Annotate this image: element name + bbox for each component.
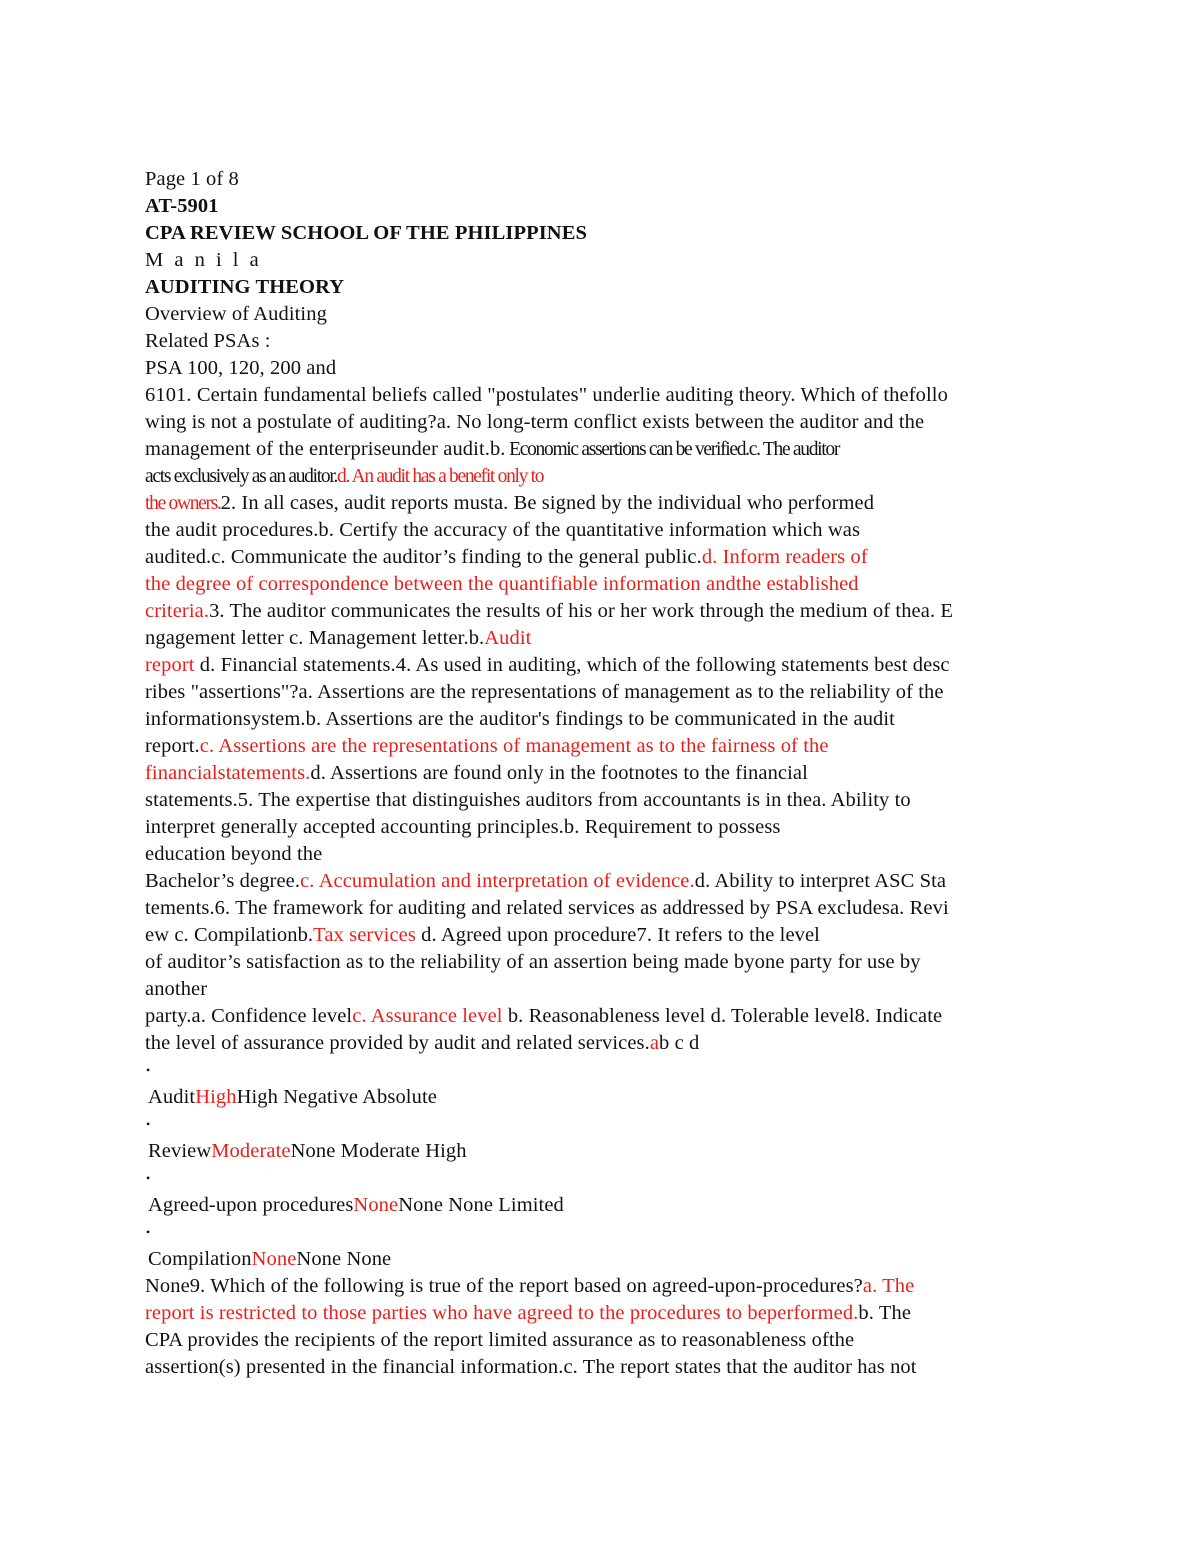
text-segment: None Moderate High <box>290 1140 467 1162</box>
text-line <box>145 1300 1065 1327</box>
answer-text: None <box>353 1194 399 1216</box>
text-segment: 6101. Certain fundamental beliefs called "postulates" underlie auditing theory. Which of thefollo <box>145 384 948 406</box>
course-code: AT-5901 <box>145 195 219 217</box>
text-line <box>145 517 1065 544</box>
text-segment: None None <box>296 1248 392 1270</box>
text-segment: Bachelor’s degree. <box>145 870 301 892</box>
answer-text: d. An audit has a benefit only to <box>337 466 544 487</box>
text-segment: CPA provides the recipients of the report limited assurance as to reasonableness ofthe <box>145 1329 855 1351</box>
answer-text: a. The <box>862 1275 915 1297</box>
text-line <box>145 463 1065 490</box>
text-segment: party.a. Confidence level <box>145 1005 353 1027</box>
assurance-table <box>145 1057 1065 1273</box>
text-line <box>145 706 1065 733</box>
question-text-continued <box>145 1273 1065 1381</box>
answer-text: Audit <box>484 627 532 649</box>
answer-text: report <box>145 654 195 676</box>
text-line <box>145 949 1065 976</box>
text-segment: ew c. Compilationb. <box>145 924 314 946</box>
text-line <box>145 409 1065 436</box>
answer-text: c. Accumulation and interpretation of evidence. <box>300 870 695 892</box>
table-row <box>145 1245 1065 1273</box>
answer-text: c. Assertions are the representations of management as to the fairness of the <box>199 735 829 757</box>
text-segment: Compilation <box>148 1248 252 1270</box>
text-line <box>145 868 1065 895</box>
question-text <box>145 382 1065 1057</box>
text-segment: b. The <box>858 1302 912 1324</box>
text-line <box>145 895 1065 922</box>
answer-text: Tax services <box>313 924 416 946</box>
answer-text: the degree of correspondence between the quantifiable information andthe established <box>145 573 859 595</box>
text-line <box>145 1030 1065 1057</box>
bullet-icon: • <box>146 1063 151 1077</box>
answer-text: None <box>251 1248 297 1270</box>
text-line <box>145 652 1065 679</box>
text-segment: 2. In all cases, audit reports musta. Be signed by the individual who performed <box>220 492 875 514</box>
text-segment: interpret generally accepted accounting principles.b. Requirement to possess <box>145 816 781 838</box>
text-segment: Economic assertions can be verified.c. The auditor <box>505 439 840 460</box>
text-line <box>145 382 1065 409</box>
document-page <box>145 166 1065 1381</box>
school-name: CPA REVIEW SCHOOL OF THE PHILIPPINES <box>145 222 587 244</box>
bullet-icon: • <box>146 1117 151 1131</box>
text-line <box>145 625 1065 652</box>
text-segment: High Negative Absolute <box>236 1086 437 1108</box>
text-line <box>145 571 1065 598</box>
text-line <box>145 1327 1065 1354</box>
text-line <box>145 1273 1065 1300</box>
city: M a n i l a <box>145 249 262 271</box>
text-segment: d. Financial statements.4. As used in auditing, which of the following statements best desc <box>194 654 950 676</box>
text-line <box>145 598 1065 625</box>
text-line <box>145 544 1065 571</box>
text-line <box>145 760 1065 787</box>
text-segment: of auditor’s satisfaction as to the reliability of an assertion being made byone party for use by <box>145 951 921 973</box>
answer-text: criteria. <box>145 600 210 622</box>
text-segment: None None Limited <box>398 1194 564 1216</box>
answer-text: High <box>195 1086 237 1108</box>
text-segment: b c d <box>659 1032 700 1054</box>
text-line <box>145 436 1065 463</box>
text-line <box>145 733 1065 760</box>
text-segment: Audit <box>148 1086 196 1108</box>
text-line <box>145 976 1065 1003</box>
text-segment: Agreed-upon procedures <box>148 1194 354 1216</box>
answer-text: d. Inform readers of <box>701 546 868 568</box>
text-segment: 3. The auditor communicates the results of his or her work through the medium of thea. E <box>209 600 954 622</box>
text-segment: education beyond the <box>145 843 323 865</box>
text-segment: d. Ability to interpret ASC Sta <box>694 870 947 892</box>
text-line <box>145 787 1065 814</box>
text-segment: management of the enterpriseunder audit.b. <box>145 438 506 460</box>
answer-text: report is restricted to those parties who have agreed to the procedures to beperformed. <box>145 1302 859 1324</box>
text-segment: wing is not a postulate of auditing?a. No long-term conflict exists between the auditor and the <box>145 411 925 433</box>
text-segment: ribes "assertions"?a. Assertions are the representations of management as to the reliability of the <box>145 681 944 703</box>
text-line <box>145 814 1065 841</box>
text-segment: b. Reasonableness level d. Tolerable level8. Indicate <box>502 1005 943 1027</box>
answer-text: a <box>649 1032 660 1054</box>
text-segment: Review <box>148 1140 212 1162</box>
text-segment: d. Assertions are found only in the footnotes to the financial <box>310 762 808 784</box>
text-segment: assertion(s) presented in the financial information.c. The report states that the auditor has not <box>145 1356 917 1378</box>
topic-title: Overview of Auditing <box>145 303 327 325</box>
text-segment: the audit procedures.b. Certify the accuracy of the quantitative information which was <box>145 519 861 541</box>
text-line <box>145 1354 1065 1381</box>
bullet-icon: • <box>146 1171 151 1185</box>
psa-list: PSA 100, 120, 200 and <box>145 357 337 379</box>
text-segment: ngagement letter c. Management letter.b. <box>145 627 485 649</box>
related-psas-label: Related PSAs : <box>145 330 271 352</box>
page-number: Page 1 of 8 <box>145 168 239 190</box>
answer-text: financialstatements. <box>145 762 311 784</box>
answer-text: c. Assurance level <box>352 1005 503 1027</box>
text-line <box>145 679 1065 706</box>
text-segment: statements.5. The expertise that distinguishes auditors from accountants is in thea. Ability to <box>145 789 911 811</box>
table-row <box>145 1083 1065 1111</box>
text-segment: informationsystem.b. Assertions are the auditor's findings to be communicated in the audit <box>145 708 895 730</box>
text-line <box>145 490 1065 517</box>
table-row <box>145 1191 1065 1219</box>
text-segment: another <box>145 978 208 1000</box>
table-row <box>145 1137 1065 1165</box>
text-segment: the level of assurance provided by audit and related services. <box>145 1032 650 1054</box>
text-segment: None9. Which of the following is true of the report based on agreed-upon-procedures? <box>145 1275 863 1297</box>
text-line <box>145 841 1065 868</box>
text-line <box>145 1003 1065 1030</box>
text-segment: d. Agreed upon procedure7. It refers to the level <box>415 924 820 946</box>
text-segment: acts exclusively as an auditor. <box>145 466 338 487</box>
answer-text: the owners. <box>145 493 221 514</box>
text-line <box>145 922 1065 949</box>
answer-text: Moderate <box>211 1140 291 1162</box>
subject-title: AUDITING THEORY <box>145 276 345 298</box>
text-segment: report. <box>145 735 200 757</box>
text-segment: audited.c. Communicate the auditor’s finding to the general public. <box>145 546 702 568</box>
text-segment: tements.6. The framework for auditing and related services as addressed by PSA excludesa. Revi <box>145 897 949 919</box>
bullet-icon: • <box>146 1225 151 1239</box>
